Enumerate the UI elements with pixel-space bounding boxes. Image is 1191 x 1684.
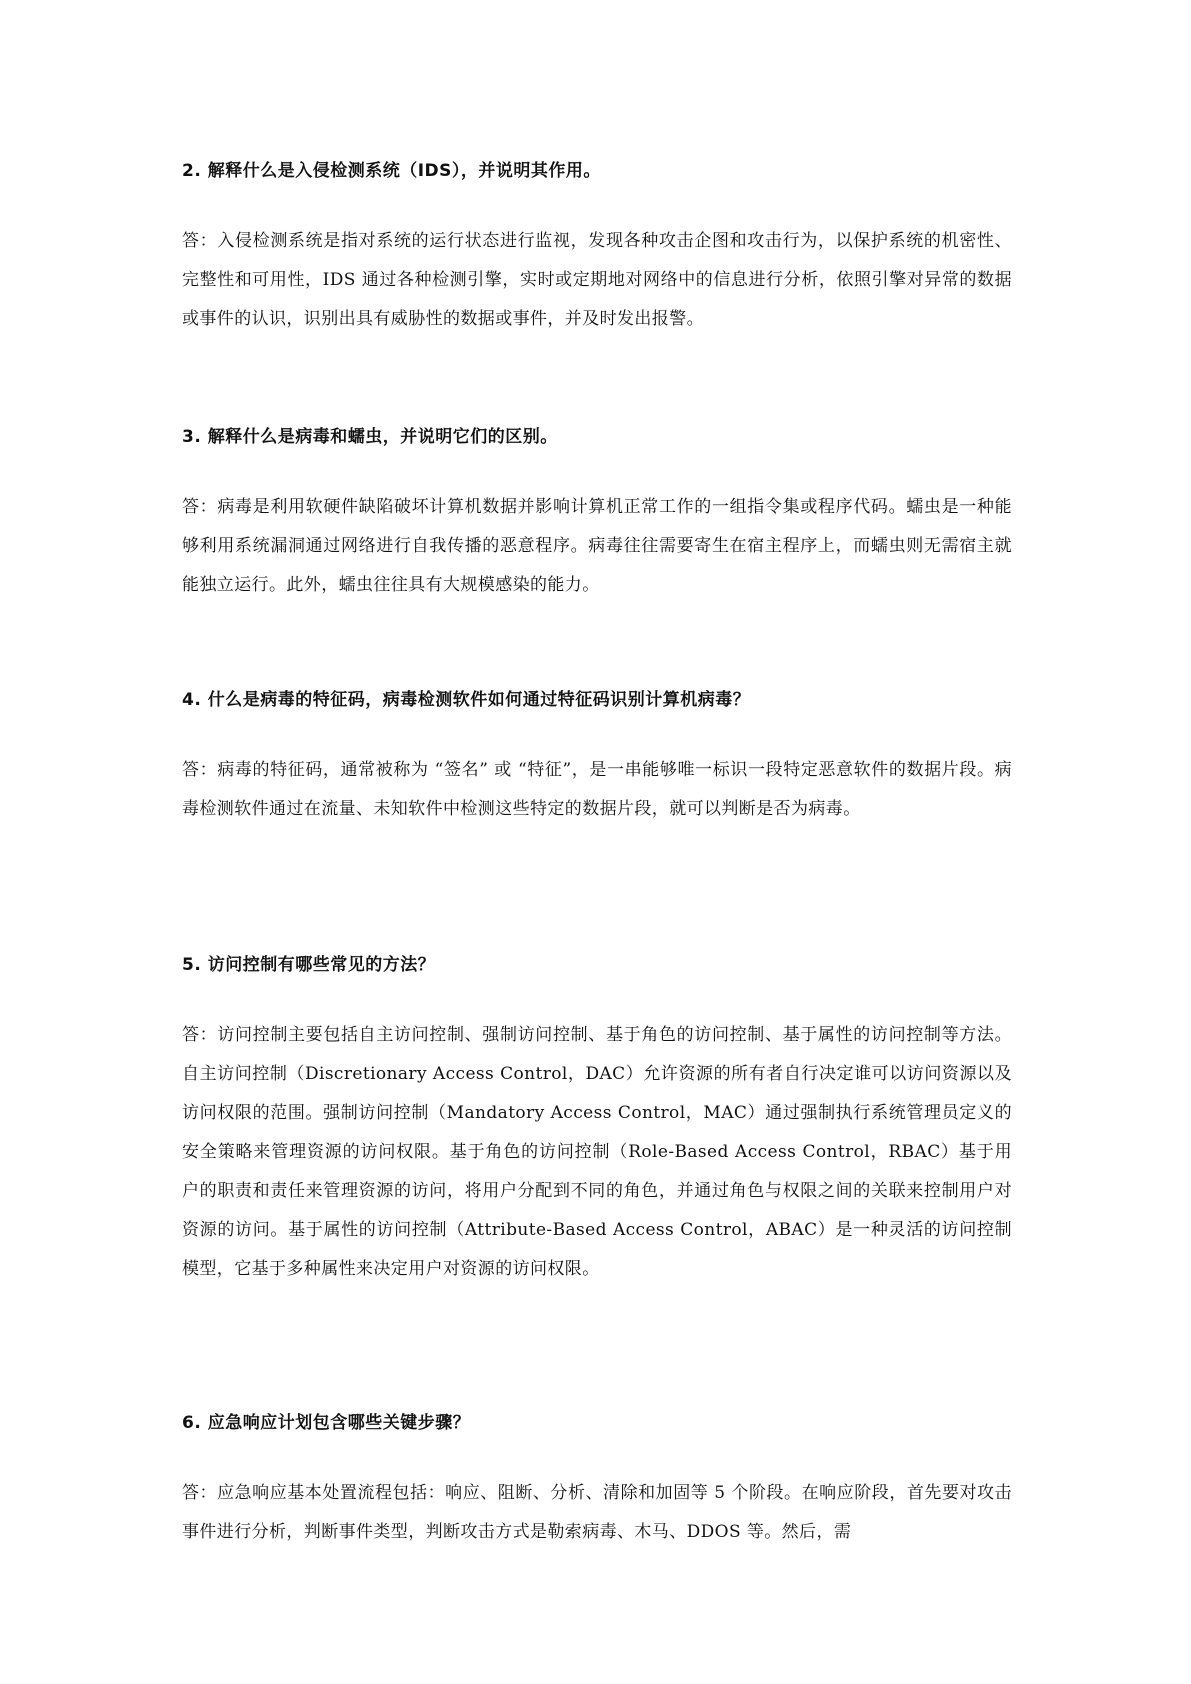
- answer-paragraph: 答：访问控制主要包括自主访问控制、强制访问控制、基于角色的访问控制、基于属性的访问控制等方法。自主访问控制（Discretionary Access Control，DAC）允许资源的所有者自行决定谁可以访问资源以及访问权限的范围。强制访问控制（Mandatory Access Control，MAC）通过强制执行系统管理员定义的安全策略来管理资源的访问权限。基于角色的访问控制（Role-Based Access Control，RBAC）基于用户的职责和责任来管理资源的访问，将用户分配到不同的角色，并通过角色与权限之间的关联来控制用户对资源的访问。基于属性的访问控制（Attribute-Based Access Control，ABAC）是一种灵活的访问控制模型，它基于多种属性来决定用户对资源的访问权限。: [182, 1025, 1012, 1279]
- qa-section-2: [182, 159, 1012, 339]
- answer-paragraph: 答：病毒是利用软硬件缺陷破坏计算机数据并影响计算机正常工作的一组指令集或程序代码。蠕虫是一种能够利用系统漏洞通过网络进行自我传播的恶意程序。病毒往往需要寄生在宿主程序上，而蠕虫则无需宿主就能独立运行。此外，蠕虫往往具有大规模感染的能力。: [182, 497, 1012, 595]
- question-heading: 3. 解释什么是病毒和蠕虫，并说明它们的区别。: [182, 427, 558, 447]
- qa-section-6: [182, 1411, 1012, 1552]
- answer-paragraph: 答：入侵检测系统是指对系统的运行状态进行监视，发现各种攻击企图和攻击行为，以保护系统的机密性、完整性和可用性，IDS 通过各种检测引擎，实时或定期地对网络中的信息进行分析，依照引擎对异常的数据或事件的认识，识别出具有威胁性的数据或事件，并及时发出报警。: [182, 231, 1012, 329]
- question-heading: 6. 应急响应计划包含哪些关键步骤？: [182, 1413, 471, 1433]
- answer-paragraph: 答：病毒的特征码，通常被称为 “签名” 或 “特征”，是一串能够唯一标识一段特定恶意软件的数据片段。病毒检测软件通过在流量、未知软件中检测这些特定的数据片段，就可以判断是否为病毒。: [182, 760, 1012, 819]
- answer-paragraph: 答：应急响应基本处置流程包括：响应、阻断、分析、清除和加固等 5 个阶段。在响应阶段，首先要对攻击事件进行分析，判断事件类型，判断攻击方式是勒索病毒、木马、DDOS 等。然后，需: [182, 1483, 1012, 1542]
- qa-section-4: [182, 688, 1012, 829]
- question-heading: 2. 解释什么是入侵检测系统（IDS），并说明其作用。: [182, 161, 601, 181]
- qa-section-3: [182, 425, 1012, 605]
- question-heading: 5. 访问控制有哪些常见的方法？: [182, 955, 436, 975]
- question-heading: 4. 什么是病毒的特征码，病毒检测软件如何通过特征码识别计算机病毒？: [182, 690, 751, 710]
- qa-section-5: [182, 953, 1012, 1289]
